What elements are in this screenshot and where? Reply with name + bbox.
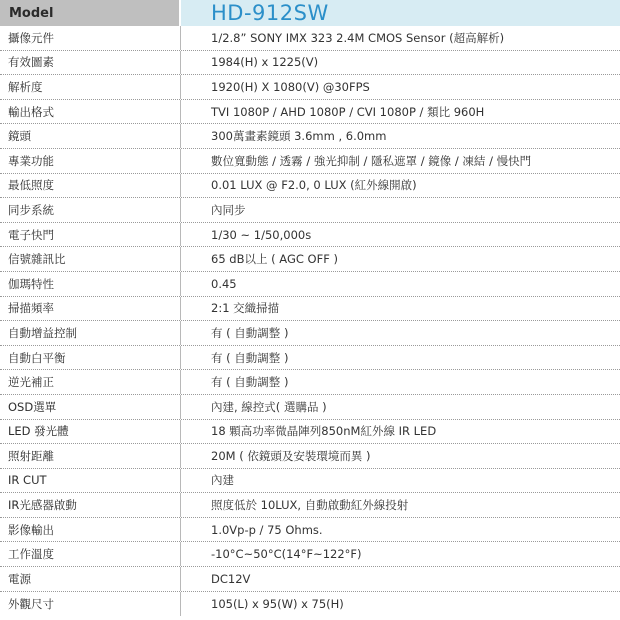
spec-label: 掃描頻率	[0, 297, 181, 321]
spec-label: 電源	[0, 567, 181, 591]
header-label: Model	[0, 0, 181, 26]
spec-label: 同步系統	[0, 198, 181, 222]
table-row	[0, 444, 620, 469]
spec-label: 自動增益控制	[0, 321, 181, 345]
table-header	[0, 0, 620, 26]
spec-value: 105(L) x 95(W) x 75(H)	[211, 596, 344, 611]
table-row	[0, 223, 620, 248]
spec-label: 影像輸出	[0, 518, 181, 542]
table-row	[0, 592, 620, 617]
spec-value: 18 顆高功率微晶陣列850nM紅外線 IR LED	[211, 424, 437, 439]
spec-value: 有 ( 自動調整 )	[211, 375, 289, 390]
table-row	[0, 124, 620, 149]
spec-label: 解析度	[0, 75, 181, 99]
table-row	[0, 100, 620, 125]
spec-label: 自動白平衡	[0, 346, 181, 370]
spec-label: 輸出格式	[0, 100, 181, 124]
spec-label: 專業功能	[0, 149, 181, 173]
spec-label: 逆光補正	[0, 370, 181, 394]
spec-value: 1.0Vp-p / 75 Ohms.	[211, 522, 323, 537]
spec-value: 0.01 LUX @ F2.0, 0 LUX (紅外線開啟)	[211, 178, 417, 193]
spec-value: 內同步	[211, 202, 246, 217]
spec-value: DC12V	[211, 571, 251, 586]
spec-value: TVI 1080P / AHD 1080P / CVI 1080P / 類比 960H	[211, 104, 485, 119]
table-row	[0, 297, 620, 322]
spec-value: 有 ( 自動調整 )	[211, 350, 289, 365]
spec-label: 伽瑪特性	[0, 272, 181, 296]
spec-label: LED 發光體	[0, 420, 181, 444]
spec-value: 1/30 ~ 1/50,000s	[211, 227, 312, 242]
spec-label: 最低照度	[0, 174, 181, 198]
spec-value: 照度低於 10LUX, 自動啟動紅外線投射	[211, 498, 409, 513]
table-row	[0, 75, 620, 100]
spec-value: 內建	[211, 473, 234, 488]
spec-value: 0.45	[211, 276, 237, 291]
table-row	[0, 174, 620, 199]
table-row	[0, 26, 620, 51]
table-row	[0, 51, 620, 76]
table-row	[0, 346, 620, 371]
table-row	[0, 321, 620, 346]
spec-value: 1920(H) X 1080(V) @30FPS	[211, 79, 370, 94]
table-row	[0, 469, 620, 494]
table-row	[0, 272, 620, 297]
table-row	[0, 518, 620, 543]
spec-value: 300萬畫素鏡頭 3.6mm , 6.0mm	[211, 129, 387, 144]
table-row	[0, 420, 620, 445]
spec-label: 照射距離	[0, 444, 181, 468]
spec-value: 有 ( 自動調整 )	[211, 325, 289, 340]
spec-label: 外觀尺寸	[0, 592, 181, 617]
spec-label: 有效圖素	[0, 51, 181, 75]
table-row	[0, 370, 620, 395]
table-row	[0, 247, 620, 272]
spec-rows	[0, 26, 620, 616]
spec-label: OSD選單	[0, 395, 181, 419]
spec-value: 2:1 交織掃描	[211, 301, 280, 316]
spec-value: 20M ( 依鏡頭及安裝環境而異 )	[211, 448, 371, 463]
spec-value: -10°C~50°C(14°F~122°F)	[211, 547, 362, 562]
spec-value: 數位寬動態 / 透霧 / 強光抑制 / 隱私遮罩 / 鏡像 / 凍結 / 慢快門	[211, 153, 532, 168]
spec-label: 信號雜訊比	[0, 247, 181, 271]
table-row	[0, 542, 620, 567]
table-row	[0, 395, 620, 420]
spec-label: 攝像元件	[0, 26, 181, 50]
spec-value: 1/2.8” SONY IMX 323 2.4M CMOS Sensor (超高解析)	[211, 30, 505, 45]
table-row	[0, 198, 620, 223]
spec-label: 電子快門	[0, 223, 181, 247]
table-row	[0, 149, 620, 174]
table-row	[0, 567, 620, 592]
table-row	[0, 493, 620, 518]
spec-label: IR光感器啟動	[0, 493, 181, 517]
spec-value: 65 dB以上 ( AGC OFF )	[211, 252, 338, 267]
spec-value: 內建, 線控式( 選購品 )	[211, 399, 327, 414]
spec-label: 鏡頭	[0, 124, 181, 148]
spec-label: 工作溫度	[0, 542, 181, 566]
spec-value: 1984(H) x 1225(V)	[211, 55, 319, 70]
model-name: HD-912SW	[181, 0, 620, 26]
spec-label: IR CUT	[0, 469, 181, 493]
